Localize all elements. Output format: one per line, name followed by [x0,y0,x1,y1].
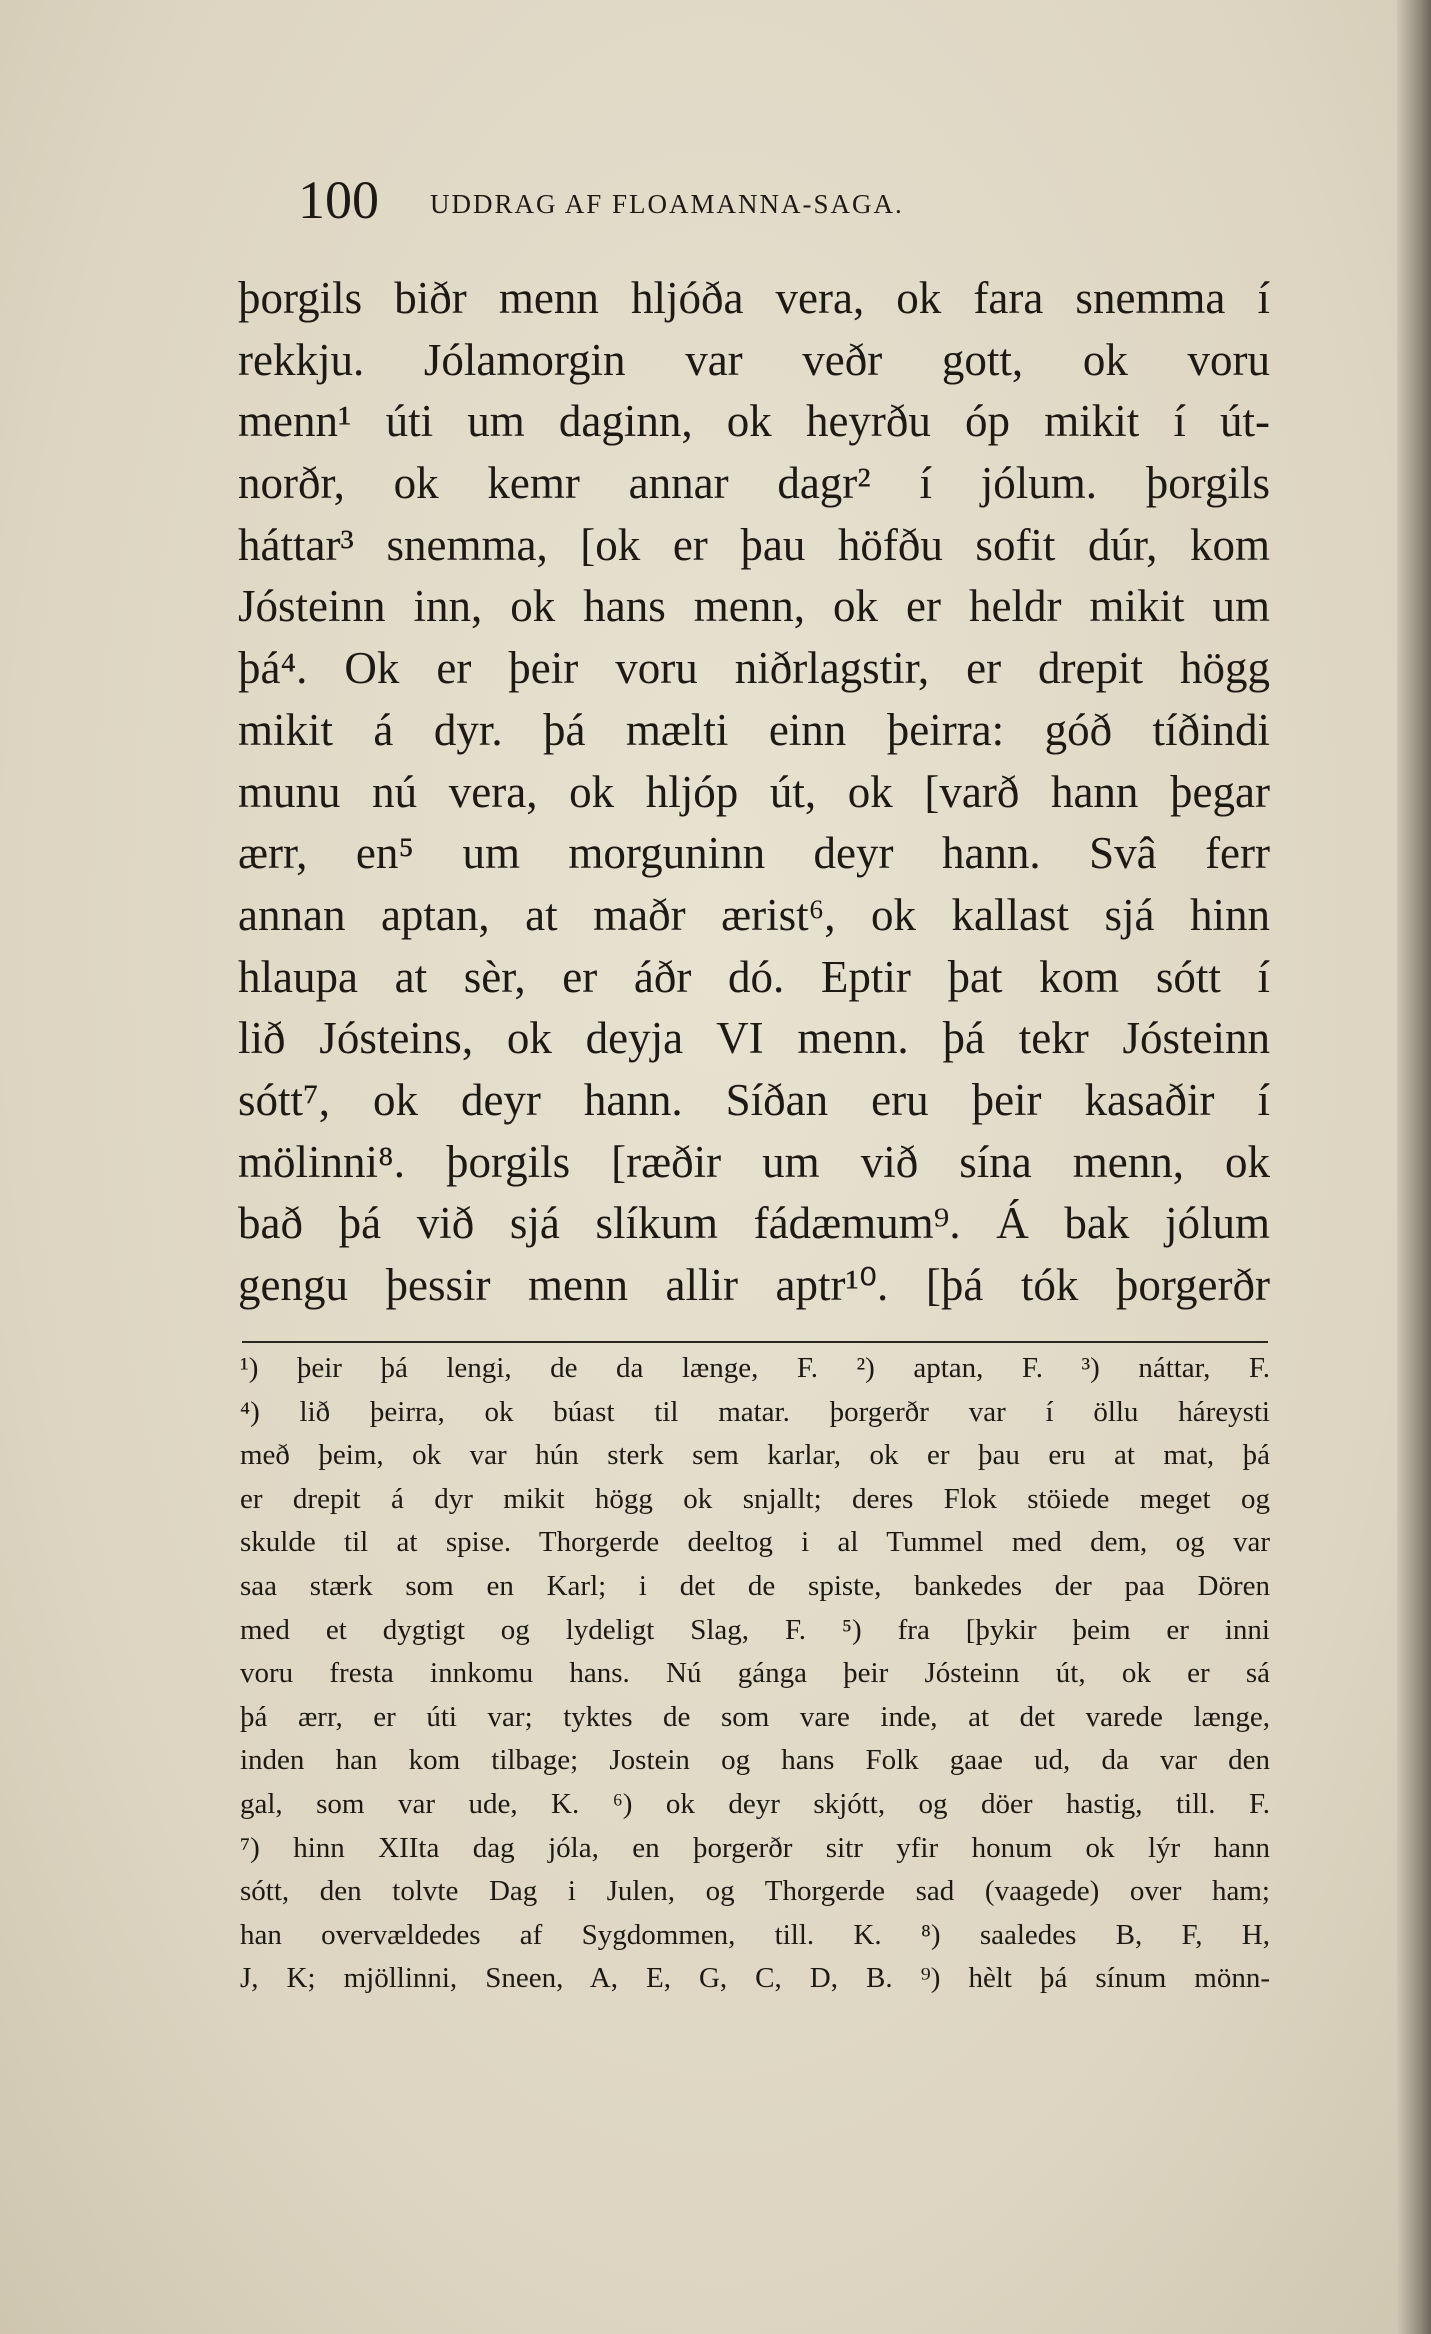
main-text-block [238,268,1270,1317]
footnote-line: ⁷) hinn XIIta dag jóla, en þorgerðr sitr yfir honum ok lýr hann [240,1831,1270,1864]
text-line: háttar³ snemma, [ok er þau höfðu sofit dúr, kom [238,519,1270,570]
text-line: þá⁴. Ok er þeir voru niðrlagstir, er drepit högg [238,643,1270,694]
footnote-line: ⁴) lið þeirra, ok búast til matar. þorgerðr var í öllu háreysti [240,1395,1270,1428]
text-line: annan aptan, at maðr ærist⁶, ok kallast sjá hinn [238,889,1270,940]
text-line: Jósteinn inn, ok hans menn, ok er heldr mikit um [238,581,1270,632]
footnote-line: inden han kom tilbage; Jostein og hans Folk gaae ud, da var den [240,1744,1270,1777]
footnote-line: voru fresta innkomu hans. Nú gánga þeir Jósteinn út, ok er sá [240,1657,1270,1690]
text-line: sótt⁷, ok deyr hann. Síðan eru þeir kasaðir í [238,1074,1270,1125]
text-line: munu nú vera, ok hljóp út, ok [varð hann þegar [238,766,1270,817]
footnote-line: gal, som var ude, K. ⁶) ok deyr skjótt, og döer hastig, till. F. [240,1787,1270,1820]
footnote-rule [242,1341,1268,1343]
text-line: rekkju. Jólamorgin var veðr gott, ok voru [238,334,1270,385]
footnote-line: þá ærr, er úti var; tyktes de som vare inde, at det varede længe, [240,1700,1270,1733]
footnote-line: með þeim, ok var hún sterk sem karlar, ok er þau eru at mat, þá [240,1439,1270,1472]
footnotes-block [240,1347,1270,2001]
footnote-line: skulde til at spise. Thorgerde deeltog i al Tummel med dem, og var [240,1526,1270,1559]
text-line: lið Jósteins, ok deyja VI menn. þá tekr Jósteinn [238,1013,1270,1064]
footnote-line: sótt, den tolvte Dag i Julen, og Thorgerde sad (vaagede) over ham; [240,1875,1270,1908]
footnote-line: med et dygtigt og lydeligt Slag, F. ⁵) fra [þykir þeim er inni [240,1613,1270,1646]
page-number: 100 [298,170,379,230]
text-line: mikit á dyr. þá mælti einn þeirra: góð tíðindi [238,704,1270,755]
text-line: menn¹ úti um daginn, ok heyrðu óp mikit í út- [238,396,1270,447]
text-line: bað þá við sjá slíkum fádæmum⁹. Á bak jólum [238,1198,1270,1249]
footnote-line: saa stærk som en Karl; i det de spiste, bankedes der paa Dören [240,1569,1270,1602]
text-line: ærr, en⁵ um morguninn deyr hann. Svâ ferr [238,828,1270,879]
footnote-line: er drepit á dyr mikit högg ok snjallt; deres Flok stöiede meget og [240,1482,1270,1515]
text-line: þorgils biðr menn hljóða vera, ok fara snemma í [238,273,1270,323]
running-head: UDDRAG AF FLOAMANNA-SAGA. [430,189,904,219]
text-line: hlaupa at sèr, er áðr dó. Eptir þat kom sótt í [238,951,1270,1002]
page-header [298,165,1278,245]
footnote-line: ¹) þeir þá lengi, de da længe, F. ²) aptan, F. ³) náttar, F. [240,1352,1270,1384]
footnote-line: J, K; mjöllinni, Sneen, A, E, G, C, D, B. ⁹) hèlt þá sínum mönn- [240,1962,1270,1995]
text-line: gengu þessir menn allir aptr¹⁰. [þá tók þorgerðr [238,1260,1270,1310]
page-binding-edge [1397,0,1431,2334]
text-line: mölinni⁸. þorgils [ræðir um við sína menn, ok [238,1136,1270,1187]
text-line: norðr, ok kemr annar dagr² í jólum. þorgils [238,458,1270,509]
footnote-line: han overvældedes af Sygdommen, till. K. ⁸) saaledes B, F, H, [240,1918,1270,1951]
